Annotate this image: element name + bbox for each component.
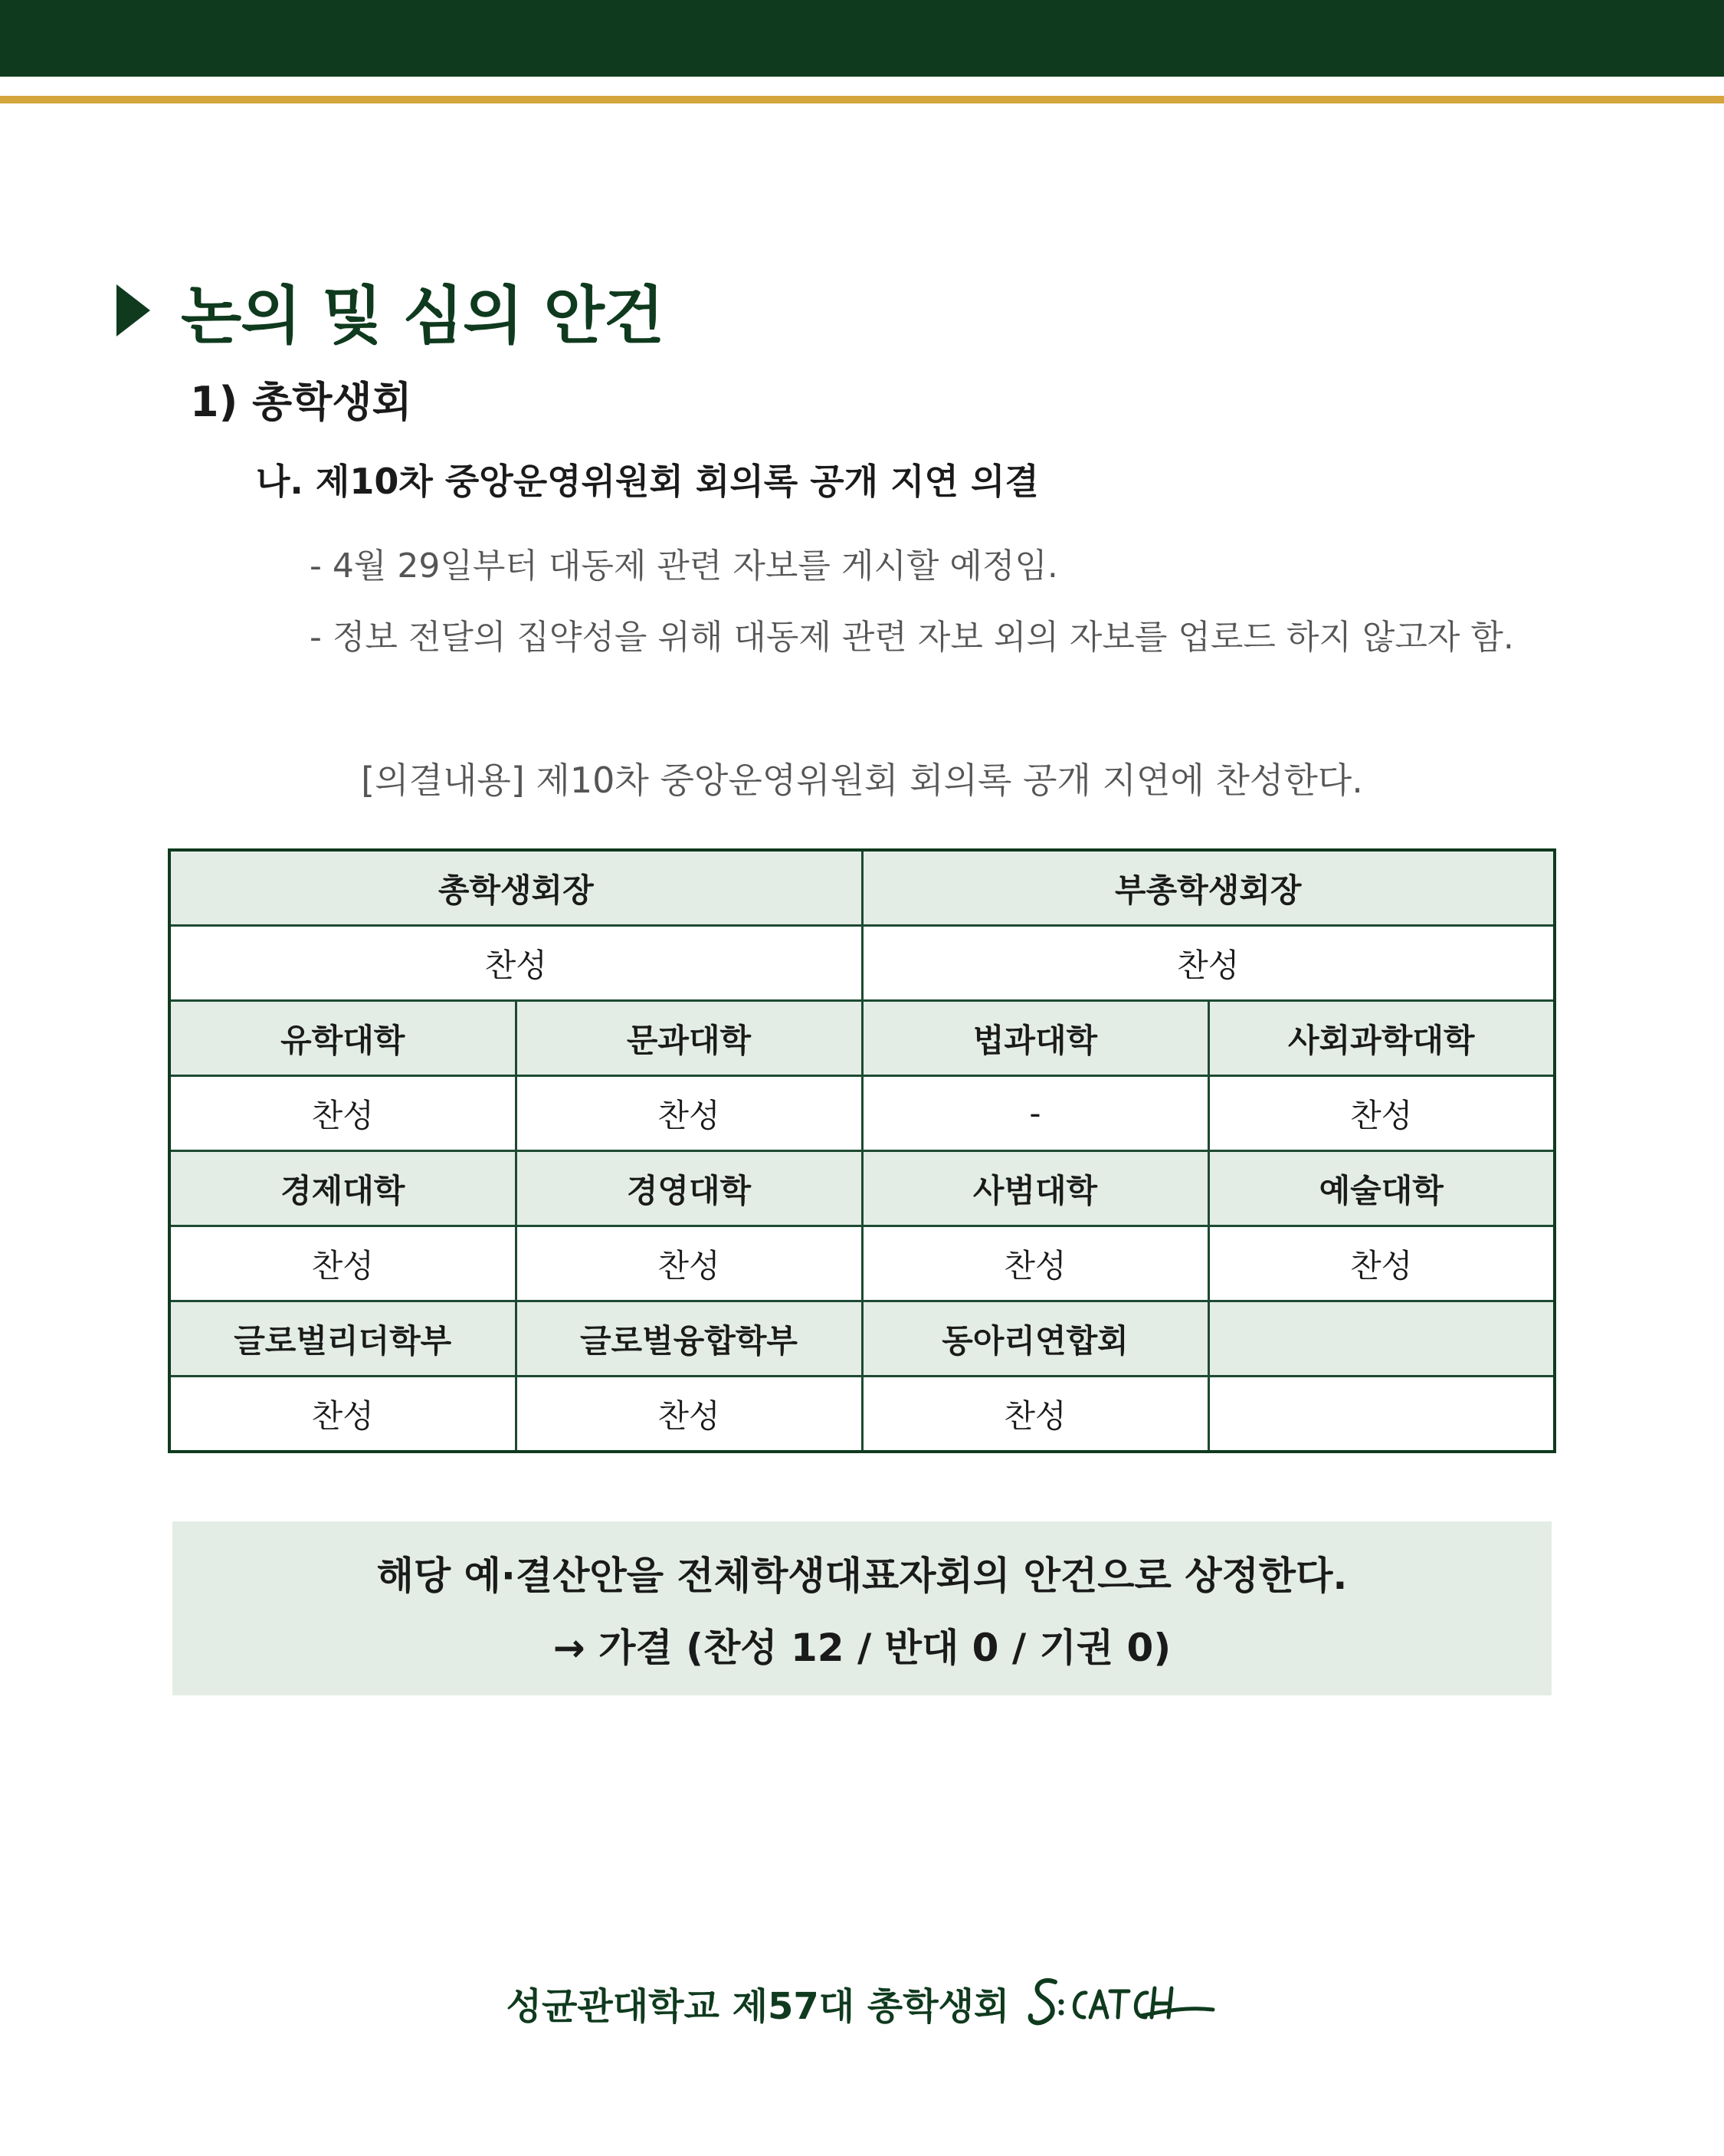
- vote-cell: 찬성: [862, 1377, 1208, 1452]
- triangle-bullet-icon: [116, 284, 150, 336]
- header-cell: [1208, 1301, 1555, 1377]
- header-cell: 사회과학대학: [1208, 1001, 1555, 1076]
- table-row: [169, 1301, 1555, 1377]
- vote-cell: 찬성: [862, 1226, 1208, 1301]
- scatch-signature-logo-icon: [1026, 1968, 1218, 2037]
- vote-cell: [1208, 1377, 1555, 1452]
- header-cell: 동아리연합회: [862, 1301, 1208, 1377]
- vote-cell: 찬성: [1208, 1076, 1555, 1151]
- page-title: 논의 및 심의 안건: [181, 279, 664, 353]
- vote-cell: 찬성: [169, 1076, 516, 1151]
- header-cell: 사범대학: [862, 1151, 1208, 1226]
- table-row: [169, 1076, 1555, 1151]
- header-cell: 경제대학: [169, 1151, 516, 1226]
- vote-cell: 찬성: [516, 1076, 862, 1151]
- vote-cell: -: [862, 1076, 1208, 1151]
- bullet-text: - 4월 29일부터 대동제 관련 자보를 게시할 예정임.: [310, 546, 1058, 586]
- vote-cell: 찬성: [169, 1226, 516, 1301]
- subsection-title: 1) 총학생회: [190, 378, 412, 426]
- table-row: [169, 1151, 1555, 1226]
- vote-cell: 찬성: [516, 1377, 862, 1452]
- table-row: [169, 1226, 1555, 1301]
- gold-divider: [0, 96, 1724, 103]
- vote-cell: 찬성: [169, 1377, 516, 1452]
- header-cell: 총학생회장: [169, 850, 862, 926]
- vote-cell: 찬성: [516, 1226, 862, 1301]
- footer-org-name: 성균관대학교 제57대 총학생회: [506, 1984, 1010, 2028]
- vote-tally: (찬성 12 / 반대 0 / 기권 0): [686, 1625, 1172, 1670]
- top-band: [0, 0, 1724, 77]
- header-cell: 문과대학: [516, 1001, 862, 1076]
- vote-cell: 찬성: [1208, 1226, 1555, 1301]
- resolution-text: [의결내용] 제10차 중앙운영위원회 회의록 공개 지연에 찬성한다.: [361, 760, 1363, 801]
- table-row: [169, 926, 1555, 1001]
- result-statement: 해당 예·결산안을 전체학생대표자회의 안건으로 상정한다.: [376, 1553, 1348, 1598]
- result-box: [172, 1521, 1552, 1695]
- table-row: [169, 850, 1555, 926]
- header-cell: 글로벌융합학부: [516, 1301, 862, 1377]
- arrow-right-icon: →: [552, 1625, 585, 1670]
- result-tally-line: [553, 1617, 1171, 1672]
- vote-cell: 찬성: [862, 926, 1555, 1001]
- header-cell: 글로벌리더학부: [169, 1301, 516, 1377]
- header-cell: 법과대학: [862, 1001, 1208, 1076]
- table-row: [169, 1001, 1555, 1076]
- section-heading: [116, 268, 664, 353]
- header-cell: 경영대학: [516, 1151, 862, 1226]
- table-row: [169, 1377, 1555, 1452]
- header-cell: 유학대학: [169, 1001, 516, 1076]
- vote-table: [168, 848, 1556, 1453]
- header-cell: 부총학생회장: [862, 850, 1555, 926]
- vote-cell: 찬성: [169, 926, 862, 1001]
- bullet-text: - 정보 전달의 집약성을 위해 대동제 관련 자보 외의 자보를 업로드 하지 않고자 함.: [310, 618, 1514, 657]
- agenda-item-title: 나. 제10차 중앙운영위원회 회의록 공개 지연 의결: [256, 461, 1039, 502]
- header-cell: 예술대학: [1208, 1151, 1555, 1226]
- footer: [0, 1968, 1724, 2037]
- passed-label: 가결: [598, 1625, 673, 1670]
